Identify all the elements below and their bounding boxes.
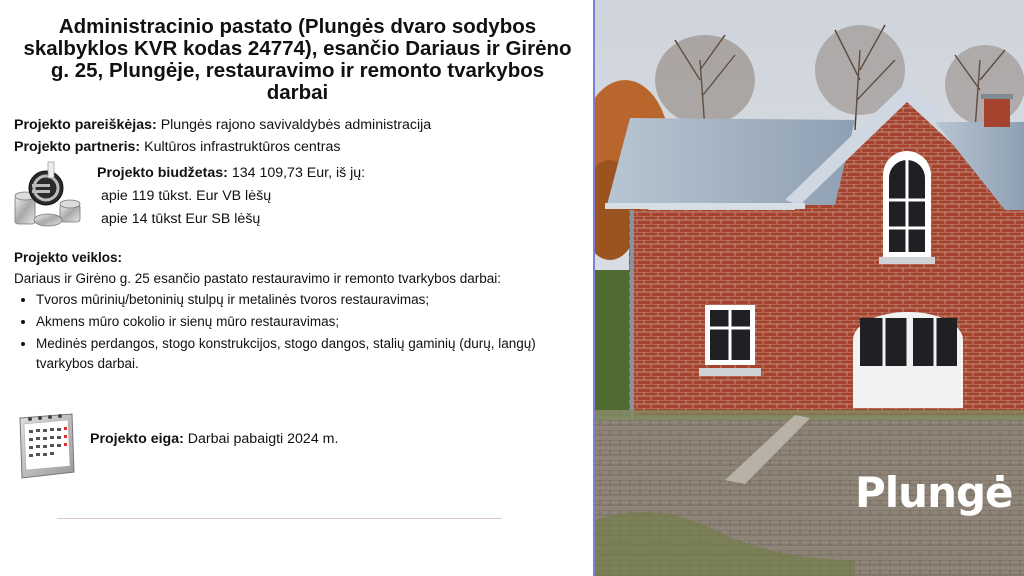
list-item: • Akmens mūro cokolio ir sienų mūro restauravimas; [36,312,576,332]
divider-line [57,518,502,519]
partner-row [14,138,340,156]
progress-label: Projekto eiga: [90,431,184,447]
budget-line-sb: apie 14 tūkst Eur SB lėšų [101,211,261,227]
coins-icon [12,160,82,230]
list-item: • Tvoros mūrinių/betoninių stulpų ir metalinės tvoros restauravimas; [36,290,576,310]
plunge-logo: Plungė [855,468,1013,517]
budget-breakdown [101,187,271,233]
budget-label: Projekto biudžetas: [97,165,228,181]
partner-label: Projekto partneris: [14,139,141,155]
page-title: Administracinio pastato (Plungės dvaro sodybos skalbyklos KVR kodas 24774), esančio Dariaus ir Girėno g. 25, Plungėje, restauravimo ir remonto tvarkybos darbai [23,15,572,104]
calendar-icon [14,410,76,482]
activities-intro: Dariaus ir Girėno g. 25 esančio pastato restauravimo ir remonto tvarkybos darbai: [14,271,501,286]
progress-value: Darbai pabaigti 2024 m. [187,431,339,447]
activities-list [14,290,576,376]
applicant-value: Plungės rajono savivaldybės administracija [160,117,432,133]
activities-heading: Projekto veiklos: [14,250,123,265]
applicant-row [14,116,431,134]
budget-line-vb: apie 119 tūkst. Eur VB lėšų [101,188,272,204]
budget-row [97,164,365,182]
applicant-label: Projekto pareiškėjas: [14,117,157,133]
progress-row [90,431,338,447]
budget-value: 134 109,73 Eur, iš jų: [231,165,366,181]
partner-value: Kultūros infrastruktūros centras [144,139,341,155]
list-item: • Medinės perdangos, stogo konstrukcijos, stogo dangos, stalių gaminių (durų, langų) tvarkybos darbai. [36,334,576,374]
